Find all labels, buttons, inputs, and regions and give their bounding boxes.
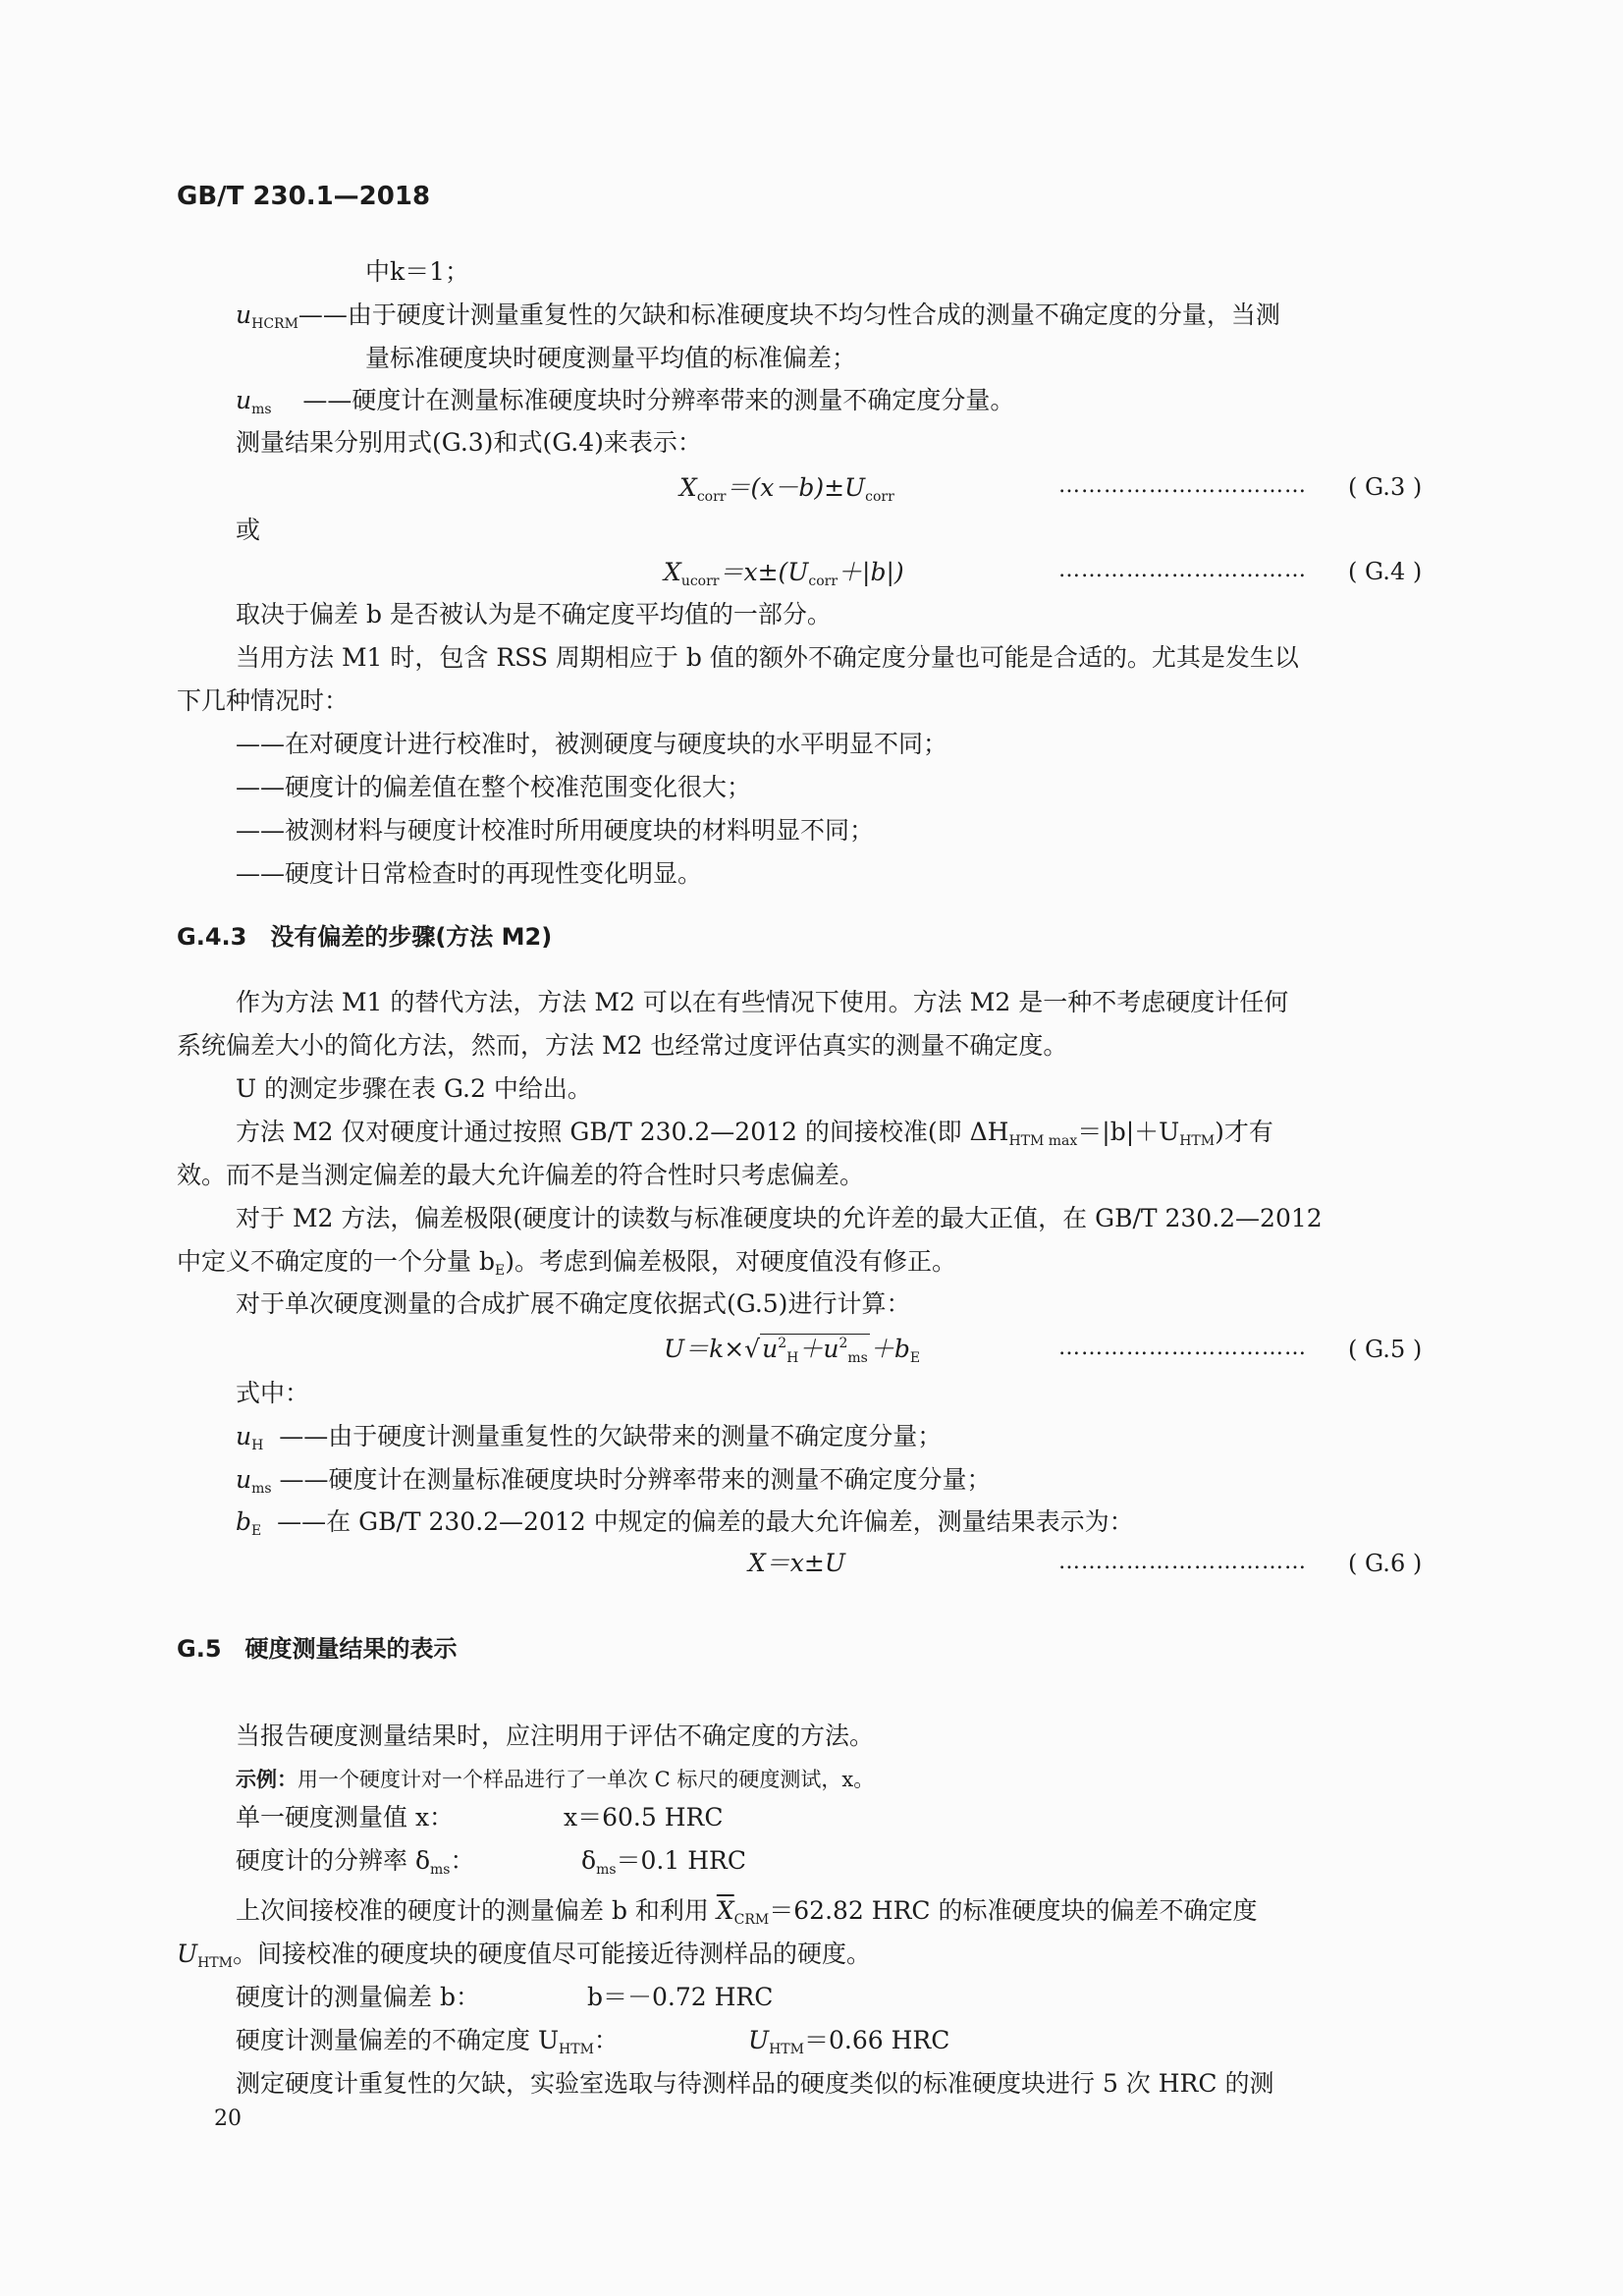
- text-line: 作为方法 M1 的替代方法，方法 M2 可以在有些情况下使用。方法 M2 是一种不考虑硬度计任何: [236, 988, 1289, 1016]
- equation-g3: $X_{corr}=(x-b)\pm U_{corr}$: [679, 473, 894, 505]
- definition-line: $u_{HCRM}——$由于硬度计测量重复性的欠缺和标准硬度块不均匀性合成的测量不确定度的分量，当测: [236, 301, 1280, 332]
- definition-line: $u_{ms}$ ——硬度计在测量标准硬度块时分辨率带来的测量不确定度分量。: [236, 386, 1015, 417]
- definition-line: $u_{ms}$ ——硬度计在测量标准硬度块时分辨率带来的测量不确定度分量；: [236, 1465, 992, 1497]
- list-item: ——被测材料与硬度计校准时所用硬度块的材料明显不同；: [236, 816, 875, 845]
- value-text: $U_{HTM}=0.66$ HRC: [748, 2026, 950, 2057]
- text-line: 上次间接校准的硬度计的测量偏差 b 和利用 $\overline{X}_{CRM}=62.82$ HRC 的标准硬度块的偏差不确定度: [236, 1896, 1258, 1928]
- text-line: 方法 M2 仅对硬度计通过按照 GB/T 230.2—2012 的间接校准(即 $\Delta H_{HTM max}=|b|+U_{HTM}$)才有: [236, 1118, 1273, 1149]
- value-text: x＝60.5 HRC: [564, 1803, 724, 1831]
- text-line: 当报告硬度测量结果时，应注明用于评估不确定度的方法。: [236, 1722, 875, 1750]
- leader-dots: ……………………………: [1058, 473, 1307, 498]
- section-heading-g43: G.4.3 没有偏差的步骤(方法 M2): [177, 923, 553, 951]
- text-line: 硬度计的测量偏差 b：: [236, 1983, 480, 2011]
- text-line: 测定硬度计重复性的欠缺，实验室选取与待测样品的硬度类似的标准硬度块进行 5 次 HRC 的测: [236, 2069, 1274, 2098]
- example-line: 示例：用一个硬度计对一个样品进行了一单次 C 标尺的硬度测试，x。: [236, 1768, 875, 1791]
- equation-g6: X＝x±U: [748, 1549, 845, 1577]
- text-line: 或: [236, 516, 261, 544]
- text-line: 系统偏差大小的简化方法，然而，方法 M2 也经常过度评估真实的测量不确定度。: [177, 1031, 1068, 1060]
- leader-dots: ……………………………: [1058, 558, 1307, 582]
- definition-line: $b_E$ ——在 GB/T 230.2—2012 中规定的偏差的最大允许偏差，测量结果表示为：: [236, 1507, 1134, 1539]
- text-line: 对于单次硬度测量的合成扩展不确定度依据式(G.5)进行计算：: [236, 1289, 911, 1318]
- equation-number: ( G.6 ): [1348, 1550, 1423, 1577]
- equation-number: ( G.4 ): [1348, 558, 1423, 585]
- page-number: 20: [214, 2106, 242, 2131]
- text-line: 对于 M2 方法，偏差极限(硬度计的读数与标准硬度块的允许差的最大正值，在 GB/T 230.2—2012: [236, 1204, 1323, 1232]
- value-text: b＝－0.72 HRC: [587, 1983, 774, 2011]
- definition-line: $u_H$ ——由于硬度计测量重复性的欠缺带来的测量不确定度分量；: [236, 1422, 943, 1453]
- text-line: 取决于偏差 b 是否被认为是不确定度平均值的一部分。: [236, 600, 832, 629]
- document-id: GB/T 230.1—2018: [177, 182, 431, 211]
- text-line: 式中：: [236, 1379, 310, 1407]
- text-line: 硬度计的分辨率 $\delta_{ms}$：: [236, 1846, 475, 1878]
- text-line: 中k＝1；: [365, 257, 470, 286]
- equation-g5: $U=k\times√u^2_H+u^2_{ms}+b_E$: [664, 1335, 921, 1366]
- equation-number: ( G.5 ): [1348, 1336, 1423, 1363]
- list-item: ——在对硬度计进行校准时，被测硬度与硬度块的水平明显不同；: [236, 730, 948, 758]
- section-heading-g5: G.5 硬度测量结果的表示: [177, 1635, 458, 1663]
- text-line: 测量结果分别用式(G.3)和式(G.4)来表示：: [236, 428, 702, 457]
- text-line: 效。而不是当测定偏差的最大允许偏差的符合性时只考虑偏差。: [177, 1161, 865, 1189]
- value-text: $\delta_{ms}=0.1$ HRC: [581, 1846, 746, 1878]
- text-line: 单一硬度测量值 x：: [236, 1803, 455, 1831]
- text-line: $U_{HTM}$。间接校准的硬度块的硬度值尽可能接近待测样品的硬度。: [177, 1940, 871, 1971]
- text-line: 当用方法 M1 时，包含 RSS 周期相应于 b 值的额外不确定度分量也可能是合适的。尤其是发生以: [236, 643, 1299, 672]
- list-item: ——硬度计日常检查时的再现性变化明显。: [236, 859, 703, 888]
- leader-dots: ……………………………: [1058, 1336, 1307, 1360]
- equation-g4: $X_{ucorr}=x\pm(U_{corr}+|b|)$: [664, 558, 904, 589]
- equation-number: ( G.3 ): [1348, 473, 1423, 501]
- text-line: 中定义不确定度的一个分量 $b_E$)。考虑到偏差极限，对硬度值没有修正。: [177, 1247, 956, 1279]
- text-line: 硬度计测量偏差的不确定度 $U_{HTM}$：: [236, 2026, 619, 2057]
- text-line: 量标准硬度块时硬度测量平均值的标准偏差；: [365, 344, 857, 372]
- text-line: 下几种情况时：: [177, 686, 350, 715]
- text-line: U 的测定步骤在表 G.2 中给出。: [236, 1074, 592, 1103]
- list-item: ——硬度计的偏差值在整个校准范围变化很大；: [236, 773, 752, 801]
- leader-dots: ……………………………: [1058, 1550, 1307, 1574]
